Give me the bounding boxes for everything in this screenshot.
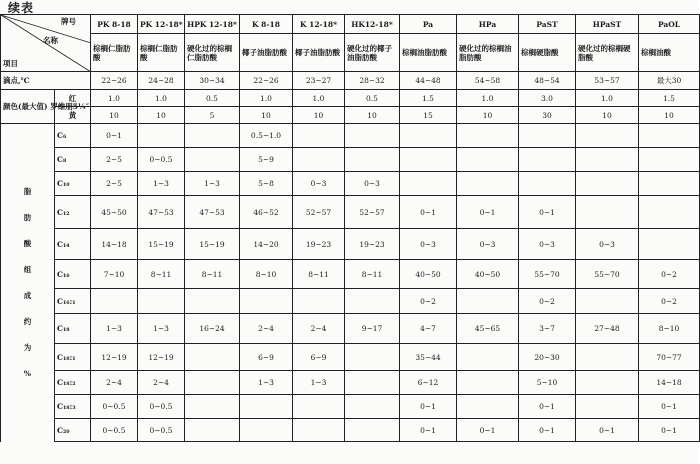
composition-value: 0.5~1.0: [240, 124, 293, 148]
acid-label: C₁₈:₃: [55, 395, 91, 419]
product-code: PK 8-18: [91, 15, 138, 34]
composition-value: [576, 148, 639, 172]
composition-value: [240, 395, 293, 419]
composition-value: 45~65: [457, 314, 519, 344]
acid-label: C₈: [55, 148, 91, 172]
product-code: Pa: [400, 15, 457, 34]
composition-label-char: 为: [23, 343, 32, 353]
composition-value: 15~19: [138, 229, 185, 260]
product-desc: 硬化过的棕榈硬脂酸: [576, 34, 639, 72]
composition-value: [400, 124, 457, 148]
composition-label-char: 脂: [23, 187, 32, 197]
color-yellow-value: 10: [240, 107, 293, 124]
product-desc: 棕榈仁脂肪酸: [138, 34, 185, 72]
composition-value: 52~57: [293, 196, 345, 229]
composition-value: [345, 289, 400, 314]
composition-value: 1~3: [138, 172, 185, 196]
product-desc: 硬化过的棕榈油脂肪酸: [457, 34, 519, 72]
product-code: PaST: [519, 15, 576, 34]
melting-value: 28~32: [345, 72, 400, 90]
composition-value: 1~3: [91, 314, 138, 344]
composition-label-char: 组: [23, 265, 32, 275]
composition-value: [457, 172, 519, 196]
composition-value: [400, 172, 457, 196]
composition-value: [185, 124, 240, 148]
color-yellow-value: 15: [400, 107, 457, 124]
composition-value: [185, 395, 240, 419]
corner-header: [1, 15, 91, 72]
product-desc: 椰子油脂肪酸: [240, 34, 293, 72]
composition-value: [240, 289, 293, 314]
melting-value: 最大30: [639, 72, 700, 90]
composition-value: 1~3: [138, 314, 185, 344]
composition-value: 0~1: [639, 419, 700, 442]
composition-value: 0~1: [519, 419, 576, 442]
composition-value: 0~3: [400, 229, 457, 260]
composition-value: 15~19: [185, 229, 240, 260]
melting-value: 22~26: [240, 72, 293, 90]
composition-value: 1~3: [185, 172, 240, 196]
composition-value: 0~1: [400, 419, 457, 442]
composition-value: [576, 344, 639, 371]
header-code-row: [1, 15, 700, 34]
composition-row: [1, 419, 700, 442]
composition-value: [185, 371, 240, 395]
composition-value: [639, 148, 700, 172]
color-red-row: [1, 90, 700, 107]
color-yellow-value: 10: [639, 107, 700, 124]
color-red-value: 0.5: [185, 90, 240, 107]
color-yellow-value: 10: [293, 107, 345, 124]
composition-value: 14~18: [91, 229, 138, 260]
composition-value: 9~17: [345, 314, 400, 344]
composition-value: 8~11: [185, 260, 240, 289]
composition-value: 45~50: [91, 196, 138, 229]
melting-value: 44~48: [400, 72, 457, 90]
composition-value: 5~9: [240, 148, 293, 172]
composition-value: [519, 172, 576, 196]
composition-value: 2~4: [138, 371, 185, 395]
composition-value: 8~10: [639, 314, 700, 344]
composition-value: [457, 289, 519, 314]
melting-value: 24~28: [138, 72, 185, 90]
corner-label-code: 牌号: [61, 17, 76, 26]
acid-label: C₁₈: [55, 314, 91, 344]
corner-label-name: 名称: [43, 36, 58, 45]
composition-value: 0~1: [457, 419, 519, 442]
color-yellow-value: 30: [519, 107, 576, 124]
composition-value: [345, 344, 400, 371]
color-red-value: 1.5: [639, 90, 700, 107]
acid-label: C₂₀: [55, 419, 91, 442]
composition-value: 40~50: [457, 260, 519, 289]
composition-value: [576, 395, 639, 419]
melting-row: [1, 72, 700, 90]
product-desc: 椰子油脂肪酸: [293, 34, 345, 72]
composition-value: 52~57: [345, 196, 400, 229]
composition-value: 2~4: [91, 371, 138, 395]
composition-value: [576, 371, 639, 395]
composition-label-char: %: [23, 369, 32, 379]
composition-value: [293, 124, 345, 148]
composition-value: 0~3: [293, 172, 345, 196]
product-code: PaOL: [639, 15, 700, 34]
color-yellow-value: 10: [576, 107, 639, 124]
composition-value: 5~8: [240, 172, 293, 196]
composition-value: 3~7: [519, 314, 576, 344]
composition-value: 0~1: [519, 395, 576, 419]
composition-value: 8~10: [240, 260, 293, 289]
composition-value: [457, 148, 519, 172]
product-desc: 硬化过的椰子油脂肪酸: [345, 34, 400, 72]
color-red-value: 1.5: [400, 90, 457, 107]
composition-value: 0~3: [345, 172, 400, 196]
melting-value: 54~58: [457, 72, 519, 90]
composition-value: [576, 196, 639, 229]
color-red-value: 1.0: [91, 90, 138, 107]
composition-value: [293, 289, 345, 314]
color-red-value: 1.0: [576, 90, 639, 107]
acid-label: C₁₆:₁: [55, 289, 91, 314]
composition-value: 6~9: [293, 344, 345, 371]
composition-value: 14~20: [240, 229, 293, 260]
composition-value: [345, 395, 400, 419]
table-body: [1, 15, 700, 442]
color-yellow-value: 10: [91, 107, 138, 124]
composition-value: [293, 148, 345, 172]
composition-value: [457, 395, 519, 419]
composition-value: 19~23: [293, 229, 345, 260]
composition-value: 0~0.5: [138, 395, 185, 419]
melting-value: 53~57: [576, 72, 639, 90]
product-code: HPaST: [576, 15, 639, 34]
composition-value: [345, 124, 400, 148]
composition-value: [400, 148, 457, 172]
product-code: HPa: [457, 15, 519, 34]
composition-value: 19~23: [345, 229, 400, 260]
color-red-value: 3.0: [519, 90, 576, 107]
composition-value: 0~1: [91, 124, 138, 148]
composition-value: 0~1: [457, 196, 519, 229]
composition-value: 0~2: [639, 289, 700, 314]
composition-value: [519, 124, 576, 148]
composition-row: [1, 371, 700, 395]
product-desc: 棕榈油酸: [639, 34, 700, 72]
product-desc: 棕榈油脂肪酸: [400, 34, 457, 72]
composition-row: [1, 395, 700, 419]
composition-value: [185, 289, 240, 314]
composition-value: [185, 344, 240, 371]
composition-value: 27~48: [576, 314, 639, 344]
composition-row: [1, 260, 700, 289]
composition-value: 6~12: [400, 371, 457, 395]
composition-label: [1, 124, 55, 442]
composition-row: [1, 148, 700, 172]
composition-value: 35~44: [400, 344, 457, 371]
composition-value: 70~77: [639, 344, 700, 371]
color-yellow-label: 黄: [55, 107, 91, 124]
product-desc: 棕榈仁脂肪酸: [91, 34, 138, 72]
composition-value: 0~2: [400, 289, 457, 314]
composition-value: 0~0.5: [138, 148, 185, 172]
acid-label: C₁₆: [55, 260, 91, 289]
composition-label-char: 约: [23, 317, 32, 327]
composition-value: 12~19: [138, 344, 185, 371]
composition-value: [345, 148, 400, 172]
composition-value: [639, 229, 700, 260]
composition-value: 0~1: [400, 395, 457, 419]
product-desc: 硬化过的棕榈仁脂肪酸: [185, 34, 240, 72]
product-code: K 8-18: [240, 15, 293, 34]
composition-value: 5~10: [519, 371, 576, 395]
composition-value: [185, 148, 240, 172]
composition-value: [138, 289, 185, 314]
composition-value: 8~11: [138, 260, 185, 289]
composition-value: 46~52: [240, 196, 293, 229]
acid-label: C₆: [55, 124, 91, 148]
composition-value: [293, 395, 345, 419]
composition-row: [1, 289, 700, 314]
composition-value: [240, 419, 293, 442]
composition-value: 0~0.5: [138, 419, 185, 442]
fatty-acid-table: [0, 14, 700, 442]
composition-value: 0~1: [576, 419, 639, 442]
acid-label: C₁₀: [55, 172, 91, 196]
melting-value: 30~34: [185, 72, 240, 90]
product-desc: 棕榈硬脂酸: [519, 34, 576, 72]
composition-value: 0~1: [639, 395, 700, 419]
composition-value: 8~11: [293, 260, 345, 289]
composition-value: [576, 124, 639, 148]
melting-value: 22~26: [91, 72, 138, 90]
color-red-value: 1.0: [240, 90, 293, 107]
composition-row: [1, 229, 700, 260]
composition-value: [293, 419, 345, 442]
composition-value: 40~50: [400, 260, 457, 289]
composition-value: 0~2: [639, 260, 700, 289]
composition-value: 14~18: [639, 371, 700, 395]
composition-value: [576, 172, 639, 196]
composition-value: [639, 196, 700, 229]
composition-value: [185, 419, 240, 442]
table-title: 续表: [8, 1, 35, 15]
composition-value: 0~2: [519, 289, 576, 314]
composition-value: 7~10: [91, 260, 138, 289]
composition-label-char: 成: [23, 291, 32, 301]
composition-row: [1, 196, 700, 229]
color-red-label: 红: [55, 90, 91, 107]
composition-value: 0~1: [400, 196, 457, 229]
composition-value: [457, 344, 519, 371]
product-code: PK 12-18*: [138, 15, 185, 34]
composition-value: [519, 148, 576, 172]
composition-value: [457, 124, 519, 148]
composition-value: 2~4: [240, 314, 293, 344]
acid-label: C₁₈:₂: [55, 371, 91, 395]
product-code: HK12-18*: [345, 15, 400, 34]
composition-value: [639, 124, 700, 148]
composition-value: [91, 289, 138, 314]
header-desc-row: [1, 34, 700, 72]
color-yellow-value: 10: [138, 107, 185, 124]
composition-label-char: 酸: [23, 239, 32, 249]
color-red-value: 1.0: [457, 90, 519, 107]
color-red-value: 0.5: [345, 90, 400, 107]
corner-label-item: 项目: [3, 59, 18, 68]
composition-value: 55~70: [576, 260, 639, 289]
composition-row: [1, 124, 700, 148]
composition-value: 2~4: [293, 314, 345, 344]
composition-value: 8~11: [345, 260, 400, 289]
composition-value: 1~3: [293, 371, 345, 395]
color-red-value: 1.0: [138, 90, 185, 107]
composition-value: 47~53: [138, 196, 185, 229]
composition-value: 12~19: [91, 344, 138, 371]
composition-value: 4~7: [400, 314, 457, 344]
composition-value: 0~3: [457, 229, 519, 260]
composition-value: 0~3: [519, 229, 576, 260]
composition-value: 20~30: [519, 344, 576, 371]
composition-value: [345, 419, 400, 442]
composition-value: [576, 289, 639, 314]
melting-value: 23~27: [293, 72, 345, 90]
composition-value: 16~24: [185, 314, 240, 344]
composition-value: 47~53: [185, 196, 240, 229]
composition-value: 0~0.5: [91, 395, 138, 419]
composition-value: 0~0.5: [91, 419, 138, 442]
color-yellow-value: 10: [457, 107, 519, 124]
melting-value: 48~54: [519, 72, 576, 90]
color-yellow-value: 5: [185, 107, 240, 124]
composition-value: [639, 172, 700, 196]
composition-value: [138, 124, 185, 148]
color-yellow-value: 10: [345, 107, 400, 124]
color-label: 颜色(最大值) 罗维朋5¼″: [1, 90, 55, 124]
color-yellow-row: [1, 107, 700, 124]
composition-label-char: 肪: [23, 213, 32, 223]
acid-label: C₁₄: [55, 229, 91, 260]
composition-row: [1, 172, 700, 196]
color-red-value: 1.0: [293, 90, 345, 107]
composition-value: 2~5: [91, 148, 138, 172]
acid-label: C₁₈:₁: [55, 344, 91, 371]
product-code: HPK 12-18*: [185, 15, 240, 34]
composition-value: 6~9: [240, 344, 293, 371]
composition-value: 55~70: [519, 260, 576, 289]
composition-row: [1, 314, 700, 344]
acid-label: C₁₂: [55, 196, 91, 229]
composition-value: [457, 371, 519, 395]
composition-value: [345, 371, 400, 395]
product-code: K 12-18*: [293, 15, 345, 34]
composition-value: 0~3: [576, 229, 639, 260]
composition-row: [1, 344, 700, 371]
composition-value: 1~3: [240, 371, 293, 395]
composition-value: 0~1: [519, 196, 576, 229]
melting-label: 滴点,℃: [1, 72, 91, 90]
composition-value: 2~5: [91, 172, 138, 196]
